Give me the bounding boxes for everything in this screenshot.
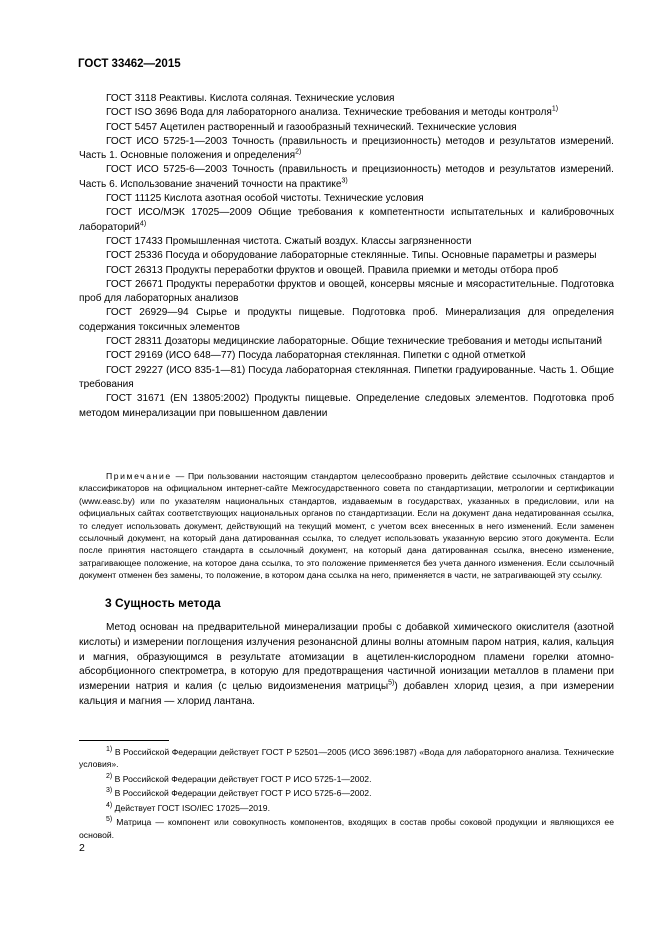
note-label: Примечание — [106, 471, 172, 481]
footnotes — [79, 746, 614, 843]
section-body: Метод основан на предварительной минерализации пробы с добавкой химического окислителя (азотной кислоты) и измерении поглощения излучения резонансной длины волны атомным паром натрия, калия, кальция и магния, образующимся в результате атомизации в ацетилен-кислородном пламени горелки атомно-абсорбционного спектрометра, в которую для предотвращения частичной ионизации металлов в пламени при измерении натрия и калия (с целью видоизменения матрицы$^{5)}$) добавлен хлорид цезия, а при измерении кальция и магния — хлорид лантана. — [79, 622, 614, 707]
reference-item: ГОСТ 5457 Ацетилен растворенный и газообразный технический. Технические условия — [106, 121, 517, 133]
footnote: $^{1)}$ В Российской Федерации действует ГОСТ Р 52501—2005 (ИСО 3696:1987) «Вода для лабораторного анализа. Технические условия». — [79, 746, 614, 770]
reference-item: ГОСТ 17433 Промышленная чистота. Сжатый воздух. Классы загрязненности — [106, 235, 472, 247]
page-header: ГОСТ 33462—2015 — [78, 58, 181, 70]
reference-item: ГОСТ ИСО 5725-1—2003 Точность (правильность и прецизионность) методов и результатов измерений. Часть 1. Основные положения и определения$^{2)}$ — [79, 135, 614, 162]
reference-item: ГОСТ 29227 (ИСО 835-1—81) Посуда лабораторная стеклянная. Пипетки градуированные. Часть 1. Общие требования — [79, 364, 614, 390]
reference-item: ГОСТ 11125 Кислота азотная особой чистоты. Технические условия — [106, 193, 424, 205]
reference-item: ГОСТ 26313 Продукты переработки фруктов и овощей. Правила приемки и методы отбора проб — [106, 264, 559, 276]
reference-item: ГОСТ 31671 (EN 13805:2002) Продукты пищевые. Определение следовых элементов. Подготовка проб методом минерализации при повышенном давлении — [79, 393, 614, 419]
note-block — [79, 470, 614, 582]
reference-item: ГОСТ ISO 3696 Вода для лабораторного анализа. Технические требования и методы контроля$^{1)}$ — [106, 105, 559, 119]
reference-item: ГОСТ 3118 Реактивы. Кислота соляная. Технические условия — [106, 93, 395, 104]
footnote: $^{2)}$ В Российской Федерации действует ГОСТ Р ИСО 5725-1—2002. — [106, 772, 372, 784]
footnote: $^{3)}$ В Российской Федерации действует ГОСТ Р ИСО 5725-6—2002. — [106, 787, 372, 799]
reference-item: ГОСТ 29169 (ИСО 648—77) Посуда лабораторная стеклянная. Пипетки с одной отметкой — [106, 350, 526, 362]
reference-item: ГОСТ ИСО/МЭК 17025—2009 Общие требования к компетентности испытательных и калибровочных лабораторий$^{4)}$ — [79, 207, 614, 233]
footnote-separator — [79, 740, 169, 741]
reference-item: ГОСТ 26929—94 Сырье и продукты пищевые. Подготовка проб. Минерализация для определения содержания токсичных элементов — [79, 307, 614, 333]
reference-item: ГОСТ 28311 Дозаторы медицинские лабораторные. Общие технические требования и методы испытаний — [106, 336, 603, 348]
reference-item: ГОСТ 26671 Продукты переработки фруктов и овощей, консервы мясные и мясорастительные. Подготовка проб для лабораторных анализов — [79, 278, 614, 305]
section-heading: 3 Сущность метода — [105, 596, 221, 610]
reference-item: ГОСТ ИСО 5725-6—2003 Точность (правильность и прецизионность) методов и результатов измерений. Часть 6. Использование значений точности на практике$^{3)}$ — [79, 164, 614, 190]
footnote: $^{4)}$ Действует ГОСТ ISO/IEC 17025—2019. — [106, 801, 270, 813]
normative-references-list — [79, 92, 614, 421]
reference-item: ГОСТ 25336 Посуда и оборудование лабораторные стеклянные. Типы. Основные параметры и размеры — [106, 250, 597, 262]
page-number: 2 — [79, 842, 85, 854]
footnote: $^{5)}$ Матрица — компонент или совокупность компонентов, входящих в состав пробы соковой продукции и являющихся ее основой. — [79, 816, 614, 840]
note-text: — При пользовании настоящим стандартом целесообразно проверить действие ссылочных стандартов и классификаторов на официальном интернет-сайте Межгосударственного совета по стандартизации, метрологии и сертификации (www.easc.by) или по указателям национальных стандартов, издаваемым в государствах, указанных в предисловии, или на официальных сайтах соответствующих национальных органов по стандартизации. Если на документ дана недатированная ссылка, то следует использовать документ, действующий на текущий момент, с учетом всех внесенных в него изменений. Если заменен ссылочный документ, на который дана датированная ссылка, то следует использовать указанную версию этого документа. Если после принятия настоящего стандарта в ссылочный документ, на который дана датированная ссылка, внесено изменение, затрагивающее положение, на которое дана ссылка, то это положение применяется без учета данного изменения. Если ссылочный документ отменен без замены, то положение, в котором дана ссылка на него, применяется в части, не затрагивающей эту ссылку. — [79, 471, 614, 581]
